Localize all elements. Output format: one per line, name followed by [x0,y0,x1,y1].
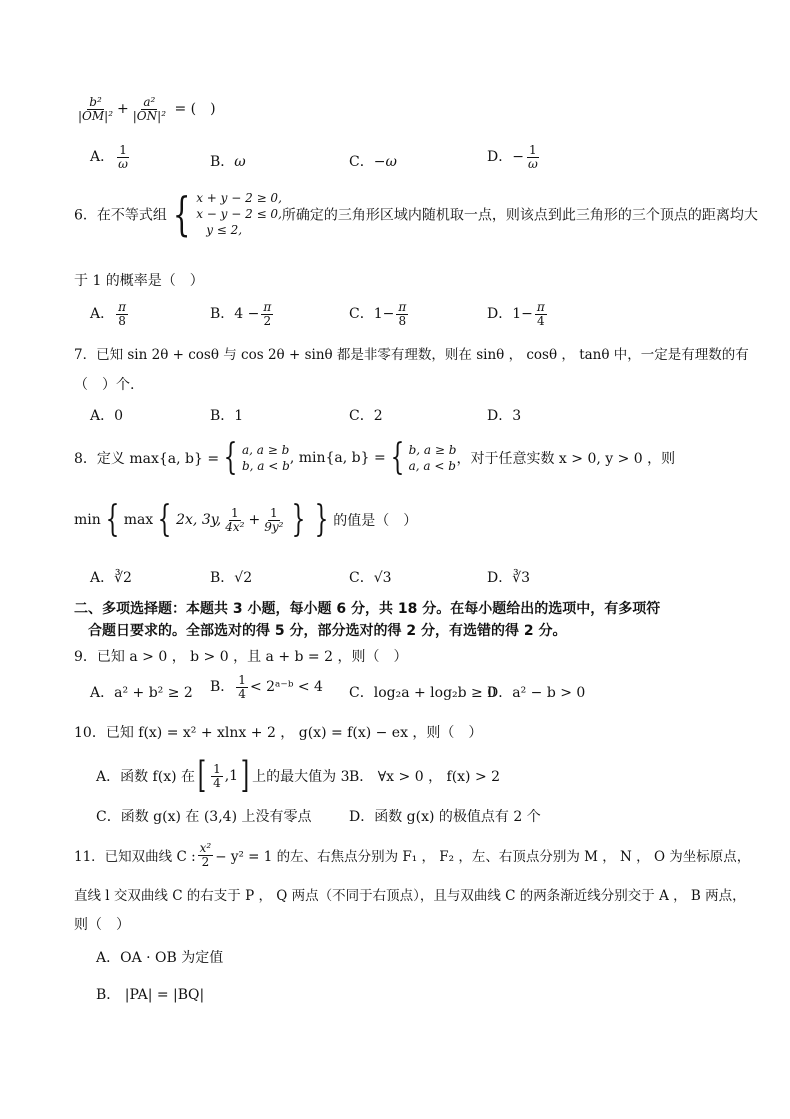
q8-option-b: B．√2 [210,570,253,586]
q9-option-b: B． $\frac{1}{4}$ < 2ᵃ⁻ᵇ < 4 [210,673,323,701]
q11-stem: 11．已知双曲线 C : $\frac{\text{x²}}{2}$ − y² = 1 的左、右焦点分别为 F₁ ， F₂ ，左、右顶点分别为 M ， N ， O 为坐标原点， [74,841,751,869]
q7-option-b: B．1 [210,408,244,424]
section-title: 二、多项选择题：本题共 3 小题，每小题 6 分，共 18 分。在每小题给出的选项中，有多项符 [74,601,661,617]
section-title-line2: 合题日要求的。全部选对的得 5 分，部分选对的得 2 分，有选错的得 2 分。 [88,623,567,639]
q11-option-a: A．OA · OB 为定值 [96,950,224,966]
q10-stem: 10．已知 f(x) = x² + xlnx + 2 ， g(x) = f(x) − ex ，则（ ） [74,725,483,741]
q8-option-a: A．∛2 [90,570,132,586]
fraction: $\frac{\text{b²}}{\text{|OM|²}}$ [78,95,114,123]
min-cases: b, a ≥ b a, a < b [408,442,457,473]
q7-stem-line2: （ ）个. [74,377,135,393]
q7-option-c: C．2 [349,408,383,424]
q6-option-a: A． $\frac{\pi}{8}$ [90,300,127,328]
q8-option-d: D．∛3 [487,570,531,586]
fraction: $\frac{\text{a²}}{\text{|ON|²}}$ [132,95,166,123]
q10-option-c: C．函数 g(x) 在 (3,4) 上没有零点 [96,809,312,825]
q9-option-a: A．a² + b² ≥ 2 [90,685,193,701]
q7-option-d: D．3 [487,408,522,424]
q11-stem-line2: 直线 l 交双曲线 C 的右支于 P ， Q 两点（不同于右顶点），且与双曲线 C 的两条渐近线分别交于 A ， B 两点， [74,888,746,904]
q8-option-c: C．√3 [349,570,392,586]
q5-option-b: B．ω [210,154,246,170]
max-cases: a, a ≥ b b, a < b [242,442,290,473]
q8-expression: min { max { 2x, 3y, $\frac{1}{\text{4x²}}$ + $\frac{1}{\text{9y²}}$ } } 的值是（ ） [74,499,418,540]
q9-option-d: D．a² − b > 0 [487,685,586,701]
q5-option-d: D．− $\frac{1}{\omega}$ [487,143,538,171]
q10-option-b: B． ∀x > 0 ， f(x) > 2 [349,769,501,785]
brace: { [172,187,191,242]
q6-option-c: C．1− $\frac{\pi}{8}$ [349,300,407,328]
q5-option-c: C．−ω [349,154,397,170]
q6-option-d: D．1− $\frac{\pi}{4}$ [487,300,545,328]
q6-option-b: B．4 − $\frac{\pi}{2}$ [210,300,272,328]
q6-stem: 6．在不等式组 { x + y − 2 ≥ 0, x − y − 2 ≤ 0, y ≤ 2, 所确定的三角形区域内随机取一点，则该点到此三角形的三个顶点的距离均大 [74,187,758,242]
q10-option-a: A．函数 f(x) 在[ $\frac{1}{4}$ ,1] 上的最大值为 3 [96,755,350,796]
q11-option-b: B． |PA| = |BQ| [96,987,205,1003]
inequality-system: x + y − 2 ≥ 0, x − y − 2 ≤ 0, y ≤ 2, [196,191,282,238]
q9-stem: 9．已知 a > 0 ， b > 0 ，且 a + b = 2 ，则（ ） [74,649,408,665]
q11-stem-line3: 则（ ） [74,917,130,933]
q9-option-c: C．log₂a + log₂b ≥ 0 [349,685,497,701]
q10-option-d: D．函数 g(x) 的极值点有 2 个 [349,809,541,825]
q6-stem-line2: 于 1 的概率是（ ） [74,273,204,289]
q8-stem: 8．定义 max{a, b} = { a, a ≥ b b, a < b , min{a, b} = { b, a ≥ b a, a < b ，对于任意实数 x > 0, y > 0 ，则 [74,437,676,478]
q5-expression: $\frac{\text{b²}}{\text{|OM|²}}$ + $\frac{\text{a²}}{\text{|ON|²}}$ = ( ) [78,95,216,123]
q5-option-a: A． $\frac{1}{\omega}$ [90,143,128,171]
q7-option-a: A．0 [90,408,124,424]
q7-stem: 7．已知 sin 2θ + cosθ 与 cos 2θ + sinθ 都是非零有理数，则在 sinθ ， cosθ ， tanθ 中，一定是有理数的有 [74,347,749,363]
